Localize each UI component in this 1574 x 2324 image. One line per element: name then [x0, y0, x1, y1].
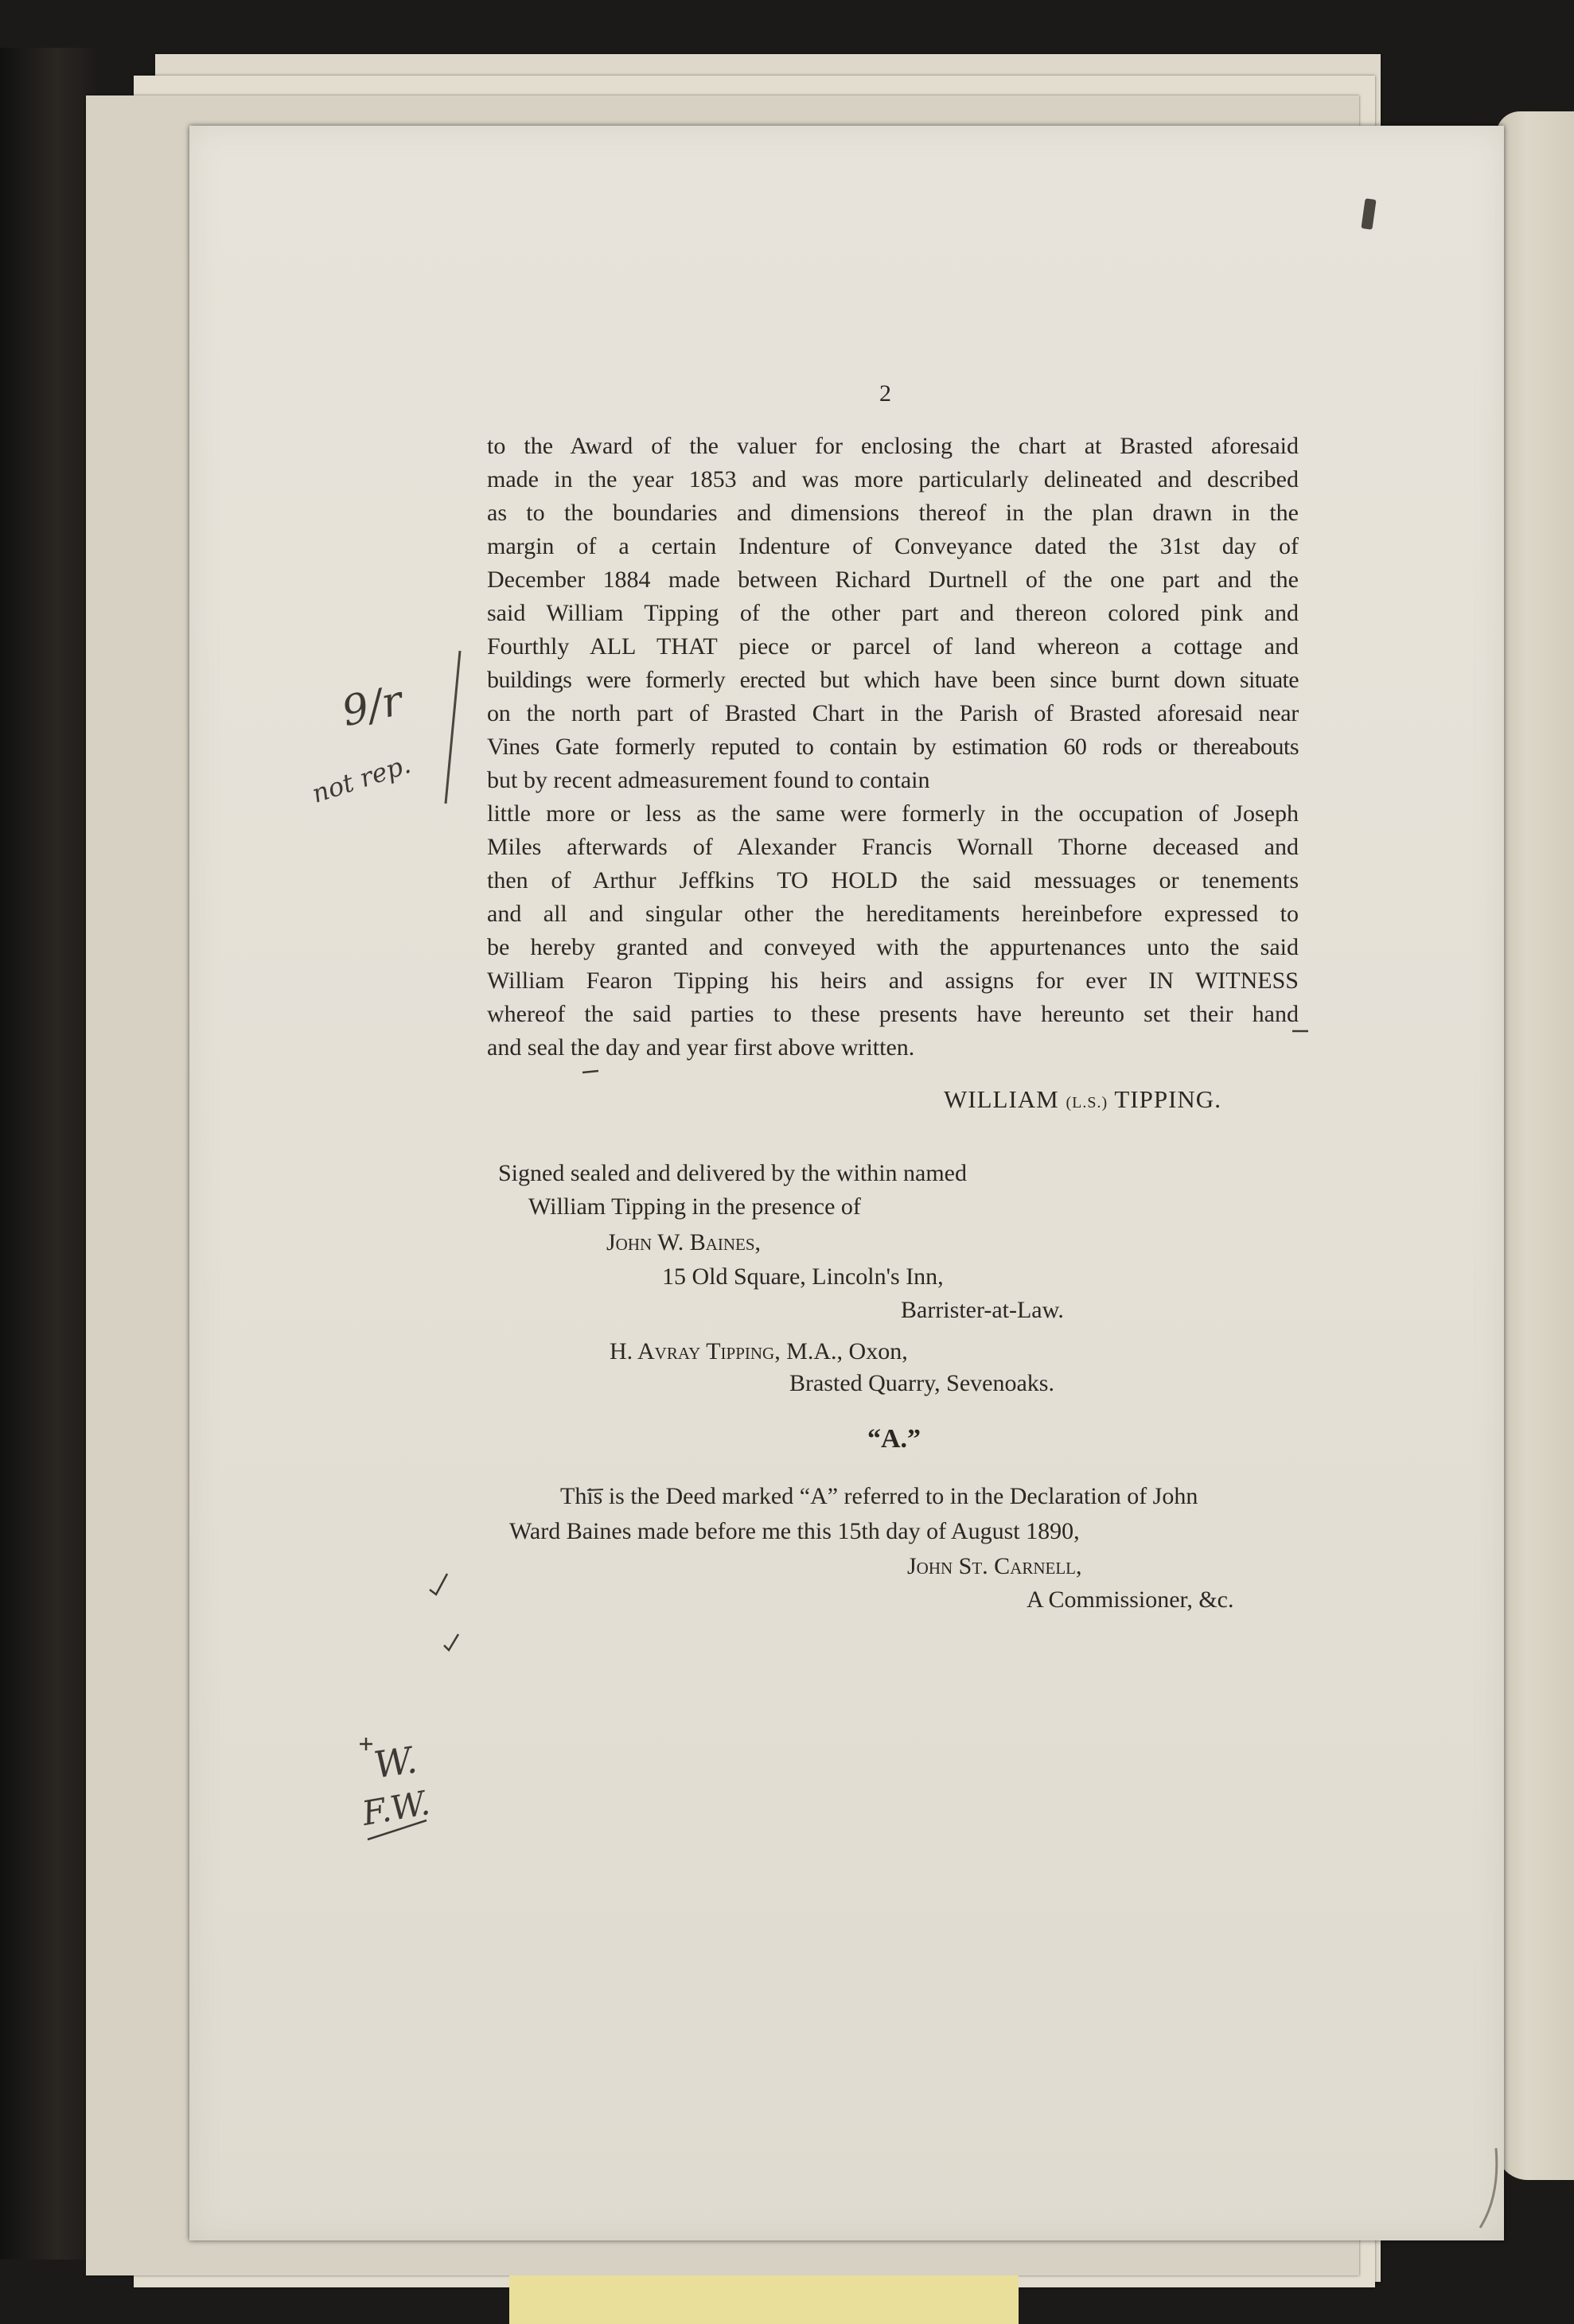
corner-fold-shadow	[1480, 2148, 1497, 2228]
underline-stroke	[368, 1820, 427, 1839]
body-line: Vines Gate formerly reputed to contain by estimation 60 rods or thereabouts	[487, 734, 1299, 760]
body-line: but by recent admeasurement found to contain	[487, 767, 930, 793]
handwritten-initials-top: W.	[371, 1738, 420, 1787]
body-line: be hereby granted and conveyed with the appurtenances unto the said	[487, 934, 1299, 960]
body-line: and seal the day and year first above written.	[487, 1034, 915, 1061]
body-line: and all and singular other the hereditaments hereinbefore expressed to	[487, 901, 1299, 927]
signatory-first-name: WILLIAM	[944, 1085, 1059, 1113]
body-line: December 1884 made between Richard Durtnell of the one part and the	[487, 566, 1299, 593]
deed-marking-line-1: This is the Deed marked “A” referred to in the Declaration of John	[560, 1483, 1198, 1509]
deed-heading: “A.”	[867, 1424, 921, 1454]
handwritten-initials-bottom: F.W.	[359, 1782, 433, 1834]
body-line: Fourthly ALL THAT piece or parcel of land whereon a cottage and	[487, 633, 1299, 660]
witness-1-name: John W. Baines,	[606, 1229, 762, 1255]
margin-bracket-line	[446, 651, 460, 804]
strike-mark	[587, 1489, 603, 1490]
margin-note-bottom: not rep.	[308, 749, 415, 809]
body-line: little more or less as the same were formerly in the occupation of Joseph	[487, 800, 1299, 827]
commissioner-title: A Commissioner, &c.	[1027, 1586, 1234, 1613]
commissioner-name: John St. Carnell,	[907, 1553, 1082, 1579]
attestation-line-1: Signed sealed and delivered by the within named	[498, 1160, 967, 1186]
attestation-line-2: William Tipping in the presence of	[528, 1193, 861, 1220]
body-line: Miles afterwards of Alexander Francis Wornall Thorne deceased and	[487, 834, 1299, 860]
body-line: to the Award of the valuer for enclosing the chart at Brasted aforesaid	[487, 433, 1299, 459]
body-line: buildings were formerly erected but which have been since burnt down situate	[487, 667, 1299, 693]
body-line: made in the year 1853 and was more particularly delineated and described	[487, 466, 1299, 492]
check-mark-icon	[430, 1574, 447, 1594]
deed-marking-line-2: Ward Baines made before me this 15th day of August 1890,	[509, 1518, 1080, 1544]
plus-mark	[360, 1738, 372, 1750]
witness-2-address: Brasted Quarry, Sevenoaks.	[789, 1370, 1054, 1396]
body-line: on the north part of Brasted Chart in the Parish of Brasted aforesaid near	[487, 700, 1299, 726]
witness-2-degree: M.A., Oxon,	[786, 1338, 908, 1364]
witness-1-address: 15 Old Square, Lincoln's Inn,	[662, 1263, 944, 1290]
page-number: 2	[879, 380, 891, 407]
margin-note-top: 9/r	[337, 676, 407, 737]
check-mark-icon	[444, 1634, 458, 1650]
body-line: William Fearon Tipping his heirs and assigns for ever IN WITNESS	[487, 967, 1299, 994]
witness-1-title: Barrister-at-Law.	[901, 1297, 1064, 1323]
body-line: as to the boundaries and dimensions thereof in the plan drawn in the	[487, 500, 1299, 526]
body-line: margin of a certain Indenture of Conveyance dated the 31st day of	[487, 533, 1299, 559]
signatory-last-name: TIPPING.	[1114, 1085, 1221, 1113]
seal-mark: (L.S.)	[1066, 1094, 1108, 1111]
body-line: whereof the said parties to these presents have hereunto set their hand	[487, 1001, 1299, 1027]
body-line: said William Tipping of the other part and thereon colored pink and	[487, 600, 1299, 626]
witness-2-name: H. Avray Tipping,	[610, 1338, 781, 1364]
body-line: then of Arthur Jeffkins TO HOLD the said messuages or tenements	[487, 867, 1299, 893]
hand-underline	[582, 1071, 598, 1072]
